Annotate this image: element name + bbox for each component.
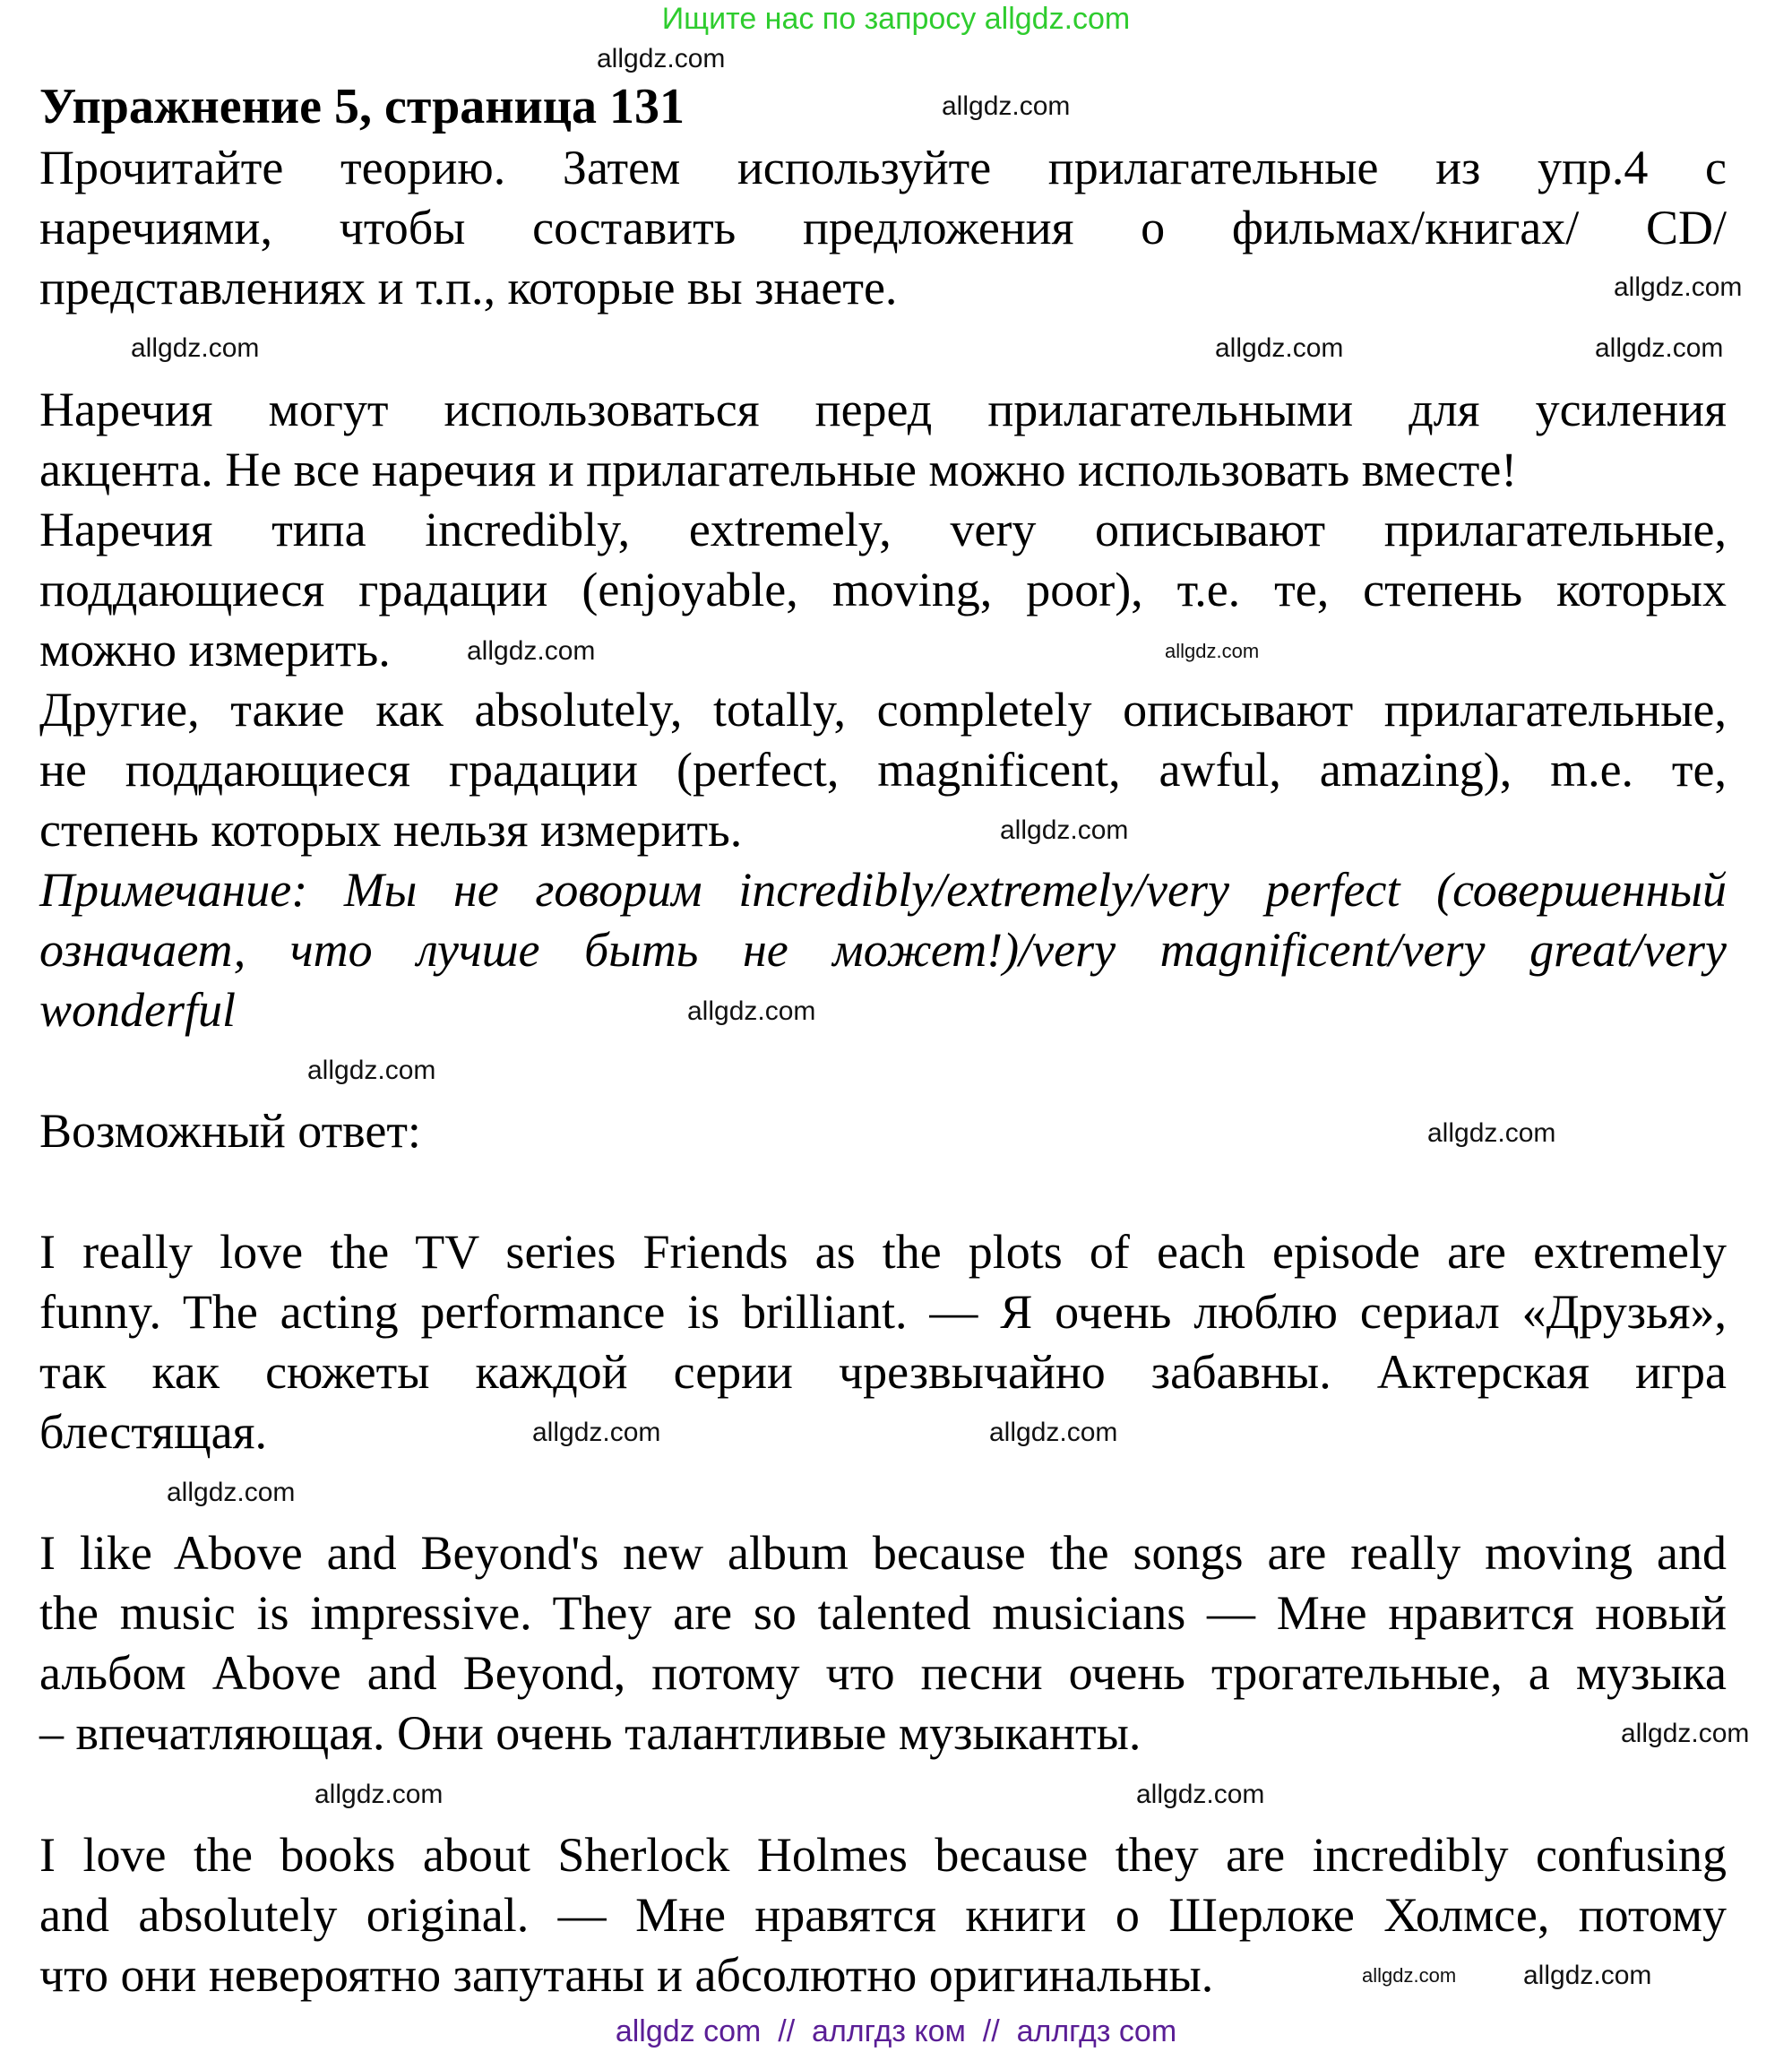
theory-paragraph <box>39 680 1727 860</box>
watermark: allgdz.com <box>1362 1964 1457 1987</box>
text-line: альбом Above and Beyond, потому что песни очень трогательные, а музыка <box>39 1646 1727 1700</box>
watermark: allgdz.com <box>532 1418 661 1447</box>
watermark: allgdz.com <box>1427 1118 1556 1148</box>
text-line: wonderful <box>39 983 237 1037</box>
answer-3 <box>39 1825 1727 2005</box>
watermark: allgdz.com <box>597 44 726 73</box>
watermark: allgdz.com <box>1000 815 1129 845</box>
watermark: allgdz.com <box>1215 333 1344 363</box>
text-line: – впечатляющая. Они очень талантливые музыканты. <box>39 1706 1142 1760</box>
watermark: allgdz.com <box>1595 333 1724 363</box>
watermark: allgdz.com <box>467 636 596 666</box>
text-line: означает, что лучше быть не может!)/very magnificent/very great/very <box>39 923 1727 977</box>
text-line: поддающиеся градации (enjoyable, moving, poor), т.е. те, степень которых <box>39 563 1727 616</box>
search-banner: Ищите нас по запросу allgdz.com <box>661 2 1131 36</box>
text-line: что они невероятно запутаны и абсолютно оригинальны. <box>39 1948 1214 2002</box>
watermark: allgdz.com <box>1621 1719 1750 1748</box>
text-line: I like Above and Beyond's new album because the songs are really moving and <box>39 1526 1727 1580</box>
text-line: акцента. Не все наречия и прилагательные можно использовать вместе! <box>39 443 1518 496</box>
watermark: allgdz.com <box>307 1056 436 1085</box>
text-line: I really love the TV series Friends as the plots of each episode are extremely <box>39 1225 1727 1279</box>
text-line: Другие, такие как absolutely, totally, completely описывают прилагательные, <box>39 683 1727 737</box>
theory-paragraph <box>39 380 1727 500</box>
text-line: наречиями, чтобы составить предложения о фильмах/книгах/ CD/ <box>39 201 1727 254</box>
text-line: Прочитайте теорию. Затем используйте прилагательные из упр.4 с <box>39 141 1727 194</box>
text-line: так как сюжеты каждой серии чрезвычайно забавны. Актерская игра <box>39 1345 1727 1399</box>
text-line: I love the books about Sherlock Holmes because they are incredibly confusing <box>39 1828 1727 1882</box>
watermark: allgdz.com <box>989 1418 1118 1447</box>
text-line: funny. The acting performance is brilliant. — Я очень люблю сериал «Друзья», <box>39 1285 1727 1339</box>
answer-2 <box>39 1523 1727 1763</box>
text-line: Примечание: Мы не говорим incredibly/extremely/very perfect (совершенный <box>39 863 1727 917</box>
note-paragraph <box>39 860 1727 1040</box>
text-line: степень которых нельзя измерить. <box>39 803 743 857</box>
text-line: and absolutely original. — Мне нравятся книги о Шерлоке Холмсе, потому <box>39 1888 1727 1942</box>
footer-links: allgdz com // аллгдз ком // аллгдз com <box>615 2014 1177 2048</box>
text-line: представлениях и т.п., которые вы знаете. <box>39 261 898 315</box>
text-line: the music is impressive. They are so talented musicians — Мне нравится новый <box>39 1586 1727 1640</box>
text-line: можно измерить. <box>39 623 391 677</box>
page-title: Упражнение 5, страница 131 <box>39 79 685 134</box>
text-line: блестящая. <box>39 1405 267 1459</box>
text-line: не поддающиеся градации (perfect, magnificent, awful, amazing), m.e. те, <box>39 743 1727 797</box>
theory-paragraph <box>39 500 1727 680</box>
watermark: allgdz.com <box>1136 1780 1265 1809</box>
text-line: Наречия типа incredibly, extremely, very описывают прилагательные, <box>39 503 1727 556</box>
watermark: allgdz.com <box>314 1780 444 1809</box>
watermark: allgdz.com <box>131 333 260 363</box>
watermark: allgdz.com <box>687 996 816 1026</box>
task-paragraph <box>39 138 1727 318</box>
watermark: allgdz.com <box>167 1478 296 1507</box>
text-line: Наречия могут использоваться перед прилагательными для усиления <box>39 383 1727 436</box>
watermark: allgdz.com <box>1165 640 1260 662</box>
watermark: allgdz.com <box>942 91 1071 121</box>
theory-section <box>39 380 1727 1040</box>
watermark: allgdz.com <box>1614 272 1743 302</box>
answer-1 <box>39 1222 1727 1462</box>
answer-label-text: Возможный ответ: <box>39 1104 421 1158</box>
watermark: allgdz.com <box>1523 1961 1652 1990</box>
